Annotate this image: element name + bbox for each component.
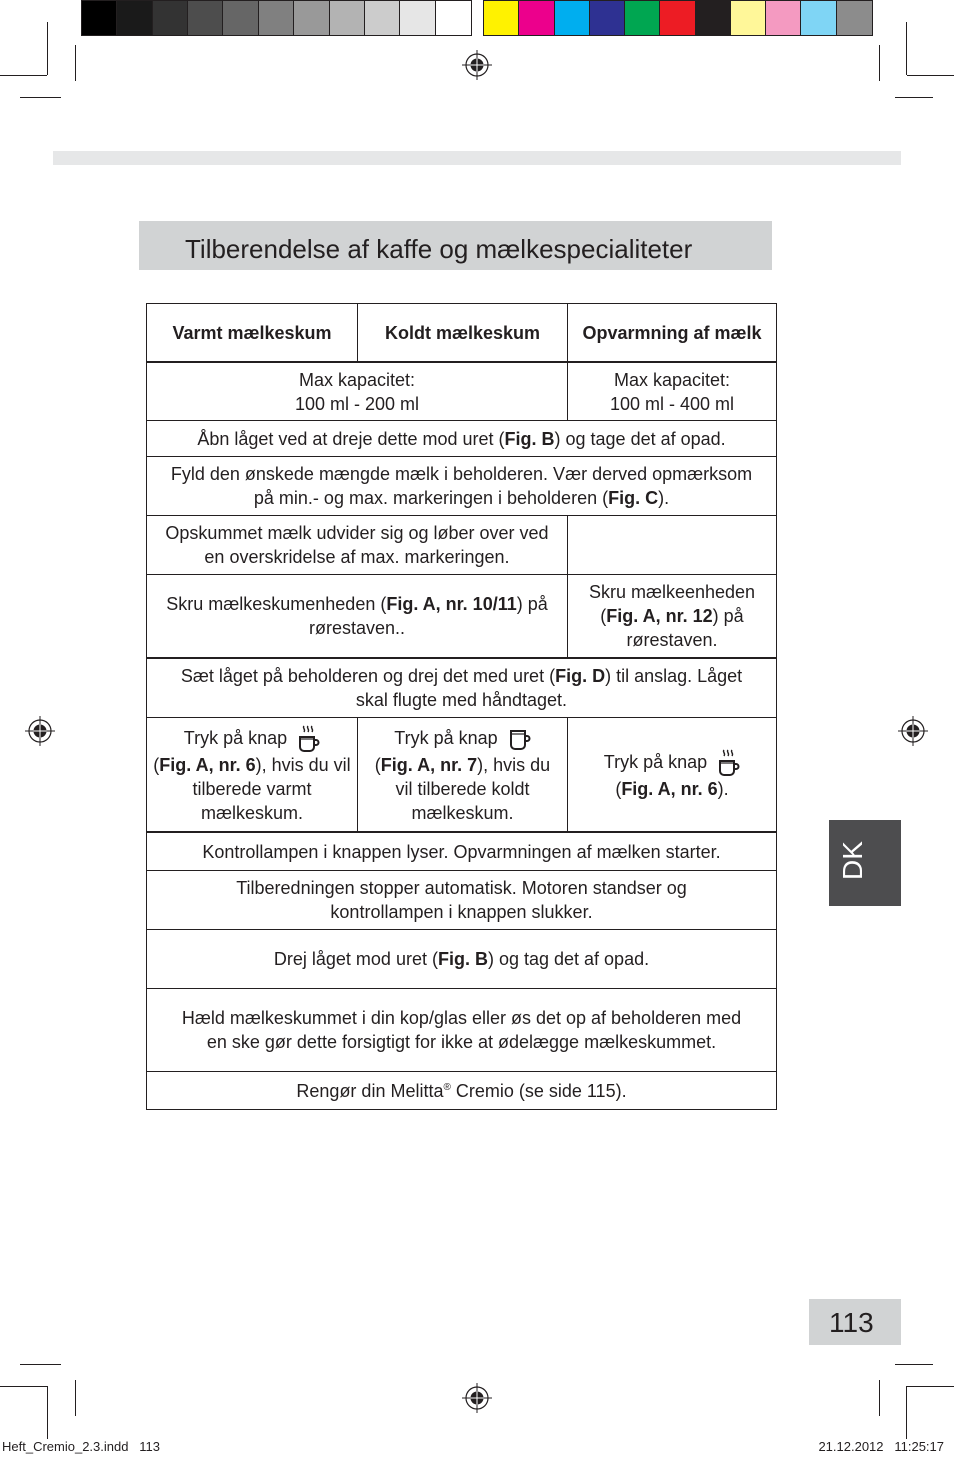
color-swatch <box>259 1 294 35</box>
text: ( <box>153 754 160 775</box>
color-swatch <box>223 1 258 35</box>
table-row <box>146 989 777 1072</box>
table-row <box>146 930 777 989</box>
language-label: DK <box>837 841 868 880</box>
color-swatch <box>188 1 223 35</box>
crop-mark <box>20 97 61 98</box>
color-swatch <box>436 1 471 35</box>
text: ), hvis du vil tilberede koldt mælkeskum. <box>395 754 551 823</box>
crop-mark <box>906 22 907 75</box>
table-row <box>146 575 777 659</box>
header-cold-foam: Koldt mælkeskum <box>357 304 567 361</box>
fig-ref: Fig. B <box>437 949 488 969</box>
crop-mark <box>75 1380 76 1416</box>
color-swatch <box>294 1 329 35</box>
header-warm-foam: Varmt mælkeskum <box>172 322 332 343</box>
crop-mark <box>895 97 933 98</box>
color-swatch <box>555 1 590 35</box>
capacity-foam <box>147 363 567 420</box>
text: Skru mælkeenheden ( <box>588 582 756 626</box>
step-screw-milk-unit <box>567 575 776 657</box>
capacity-label: Max kapacitet: <box>613 369 731 390</box>
step-press-cold <box>357 718 567 831</box>
crop-mark <box>20 1364 61 1365</box>
capacity-label: Max kapacitet: <box>298 369 416 390</box>
capacity-heat <box>567 363 776 420</box>
step-clean <box>147 1072 776 1109</box>
text: Tryk på knap <box>183 727 288 748</box>
text: Åbn låget ved at dreje dette mod uret ( <box>197 428 505 449</box>
crop-mark <box>0 1386 47 1387</box>
header-heat-milk: Opvarmning af mælk <box>567 304 776 361</box>
cup-icon <box>507 725 531 753</box>
hot-cup-icon <box>296 725 320 753</box>
page-number-box <box>809 1299 901 1345</box>
text: Tryk på knap <box>394 727 498 748</box>
table-row <box>146 457 777 516</box>
table-row <box>146 1072 777 1110</box>
fig-ref: Fig. A, nr. 7 <box>380 754 478 775</box>
fig-ref: Fig. C <box>608 488 659 508</box>
page-number: 113 <box>829 1307 874 1338</box>
step-pour-foam: Hæld mælkeskummet i din kop/glas eller øs det op af beholderen med en ske gør dette forsigtigt for ikke at ødelægge mælkeskummet. <box>181 1008 742 1052</box>
process-color-bar <box>483 0 873 36</box>
fig-ref: Fig. A, nr. 6 <box>621 778 718 799</box>
crop-mark <box>907 75 954 76</box>
table-header-row <box>146 303 777 363</box>
text: ) og tag det af opad. <box>487 949 650 969</box>
table-row <box>146 833 777 871</box>
text: ). <box>717 778 729 799</box>
color-swatch <box>153 1 188 35</box>
fig-ref: Fig. A, nr. 6 <box>159 754 256 775</box>
step-screw-foam-unit <box>147 575 567 657</box>
registration-mark-icon <box>25 716 55 746</box>
step-lamp-on: Kontrollampen i knappen lyser. Opvarmningen af mælken starter. <box>202 841 721 862</box>
capacity-value: 100 ml - 400 ml <box>609 393 735 414</box>
color-swatch <box>660 1 695 35</box>
step-fill-milk <box>147 457 776 515</box>
text: ) til anslag. Låget skal flugte med håndtaget. <box>355 666 743 710</box>
text: ). <box>658 488 670 508</box>
color-swatch <box>484 1 519 35</box>
registration-mark-icon <box>462 50 492 80</box>
registration-mark-icon <box>898 716 928 746</box>
crop-mark <box>879 1380 880 1416</box>
text: ) på rørestaven. <box>626 606 744 650</box>
text: ( <box>374 754 381 775</box>
text: Drej låget mod uret ( <box>273 949 438 969</box>
gray-color-bar <box>81 0 472 36</box>
color-swatch <box>696 1 731 35</box>
step-press-warm <box>147 718 357 831</box>
instruction-table <box>146 303 777 1110</box>
step-auto-stop: Tilberedningen stopper automatisk. Motoren standser og kontrollampen i knappen slukker. <box>236 878 687 922</box>
registration-mark-icon <box>462 1383 492 1413</box>
crop-mark <box>907 1386 954 1387</box>
text: Skru mælkeskumenheden ( <box>166 594 387 614</box>
fig-ref: Fig. D <box>555 666 606 686</box>
color-swatch <box>400 1 435 35</box>
fig-ref: Fig. A, nr. 10/11 <box>386 594 517 614</box>
step-press-heat <box>567 718 776 831</box>
step-open-lid <box>147 421 776 456</box>
color-swatch <box>82 1 117 35</box>
color-swatch <box>519 1 554 35</box>
header-band <box>53 151 901 165</box>
slug-file-info: Heft_Cremio_2.3.indd 113 <box>2 1439 161 1454</box>
registered-mark: ® <box>443 1081 451 1093</box>
table-row <box>146 363 777 421</box>
text: Fyld den ønskede mængde mælk i beholderen. Vær derved opmærksom på min.- og max. markeringen i beholderen ( <box>170 464 753 508</box>
table-row <box>146 516 777 575</box>
text: Rengør din Melitta <box>296 1080 444 1101</box>
crop-mark <box>906 1386 907 1439</box>
color-swatch <box>590 1 625 35</box>
color-swatch <box>365 1 400 35</box>
color-swatch <box>731 1 766 35</box>
fig-ref: Fig. B <box>504 428 555 449</box>
capacity-value: 100 ml - 200 ml <box>294 393 420 414</box>
crop-mark <box>879 45 880 81</box>
text: Tryk på knap <box>603 751 708 772</box>
text: Cremio (se side 115). <box>450 1080 627 1101</box>
crop-mark <box>47 22 48 75</box>
text: ( <box>615 778 622 799</box>
table-row <box>146 718 777 833</box>
language-tab <box>829 820 901 906</box>
hot-cup-icon <box>716 749 740 777</box>
color-swatch <box>117 1 152 35</box>
color-swatch <box>330 1 365 35</box>
color-swatch <box>766 1 801 35</box>
text: ) på rørestaven.. <box>308 594 548 638</box>
empty-cell <box>567 516 776 574</box>
crop-mark <box>75 45 76 81</box>
slug-date-info: 21.12.2012 11:25:17 <box>818 1439 944 1454</box>
table-row <box>146 871 777 930</box>
color-swatch <box>625 1 660 35</box>
fig-ref: Fig. A, nr. 12 <box>606 606 713 626</box>
crop-mark <box>895 1364 933 1365</box>
crop-mark <box>47 1386 48 1439</box>
text: ) og tage det af opad. <box>554 428 726 449</box>
section-title: Tilberendelse af kaffe og mælkespecialiteter <box>185 234 693 264</box>
text: ), hvis du vil tilberede varmt mælkeskum. <box>192 754 351 823</box>
text: Sæt låget på beholderen og drej det med uret ( <box>180 666 556 686</box>
crop-mark <box>0 75 47 76</box>
color-swatch <box>837 1 872 35</box>
color-swatch <box>801 1 836 35</box>
table-row <box>146 421 777 457</box>
step-place-lid <box>147 659 776 717</box>
section-title-box <box>139 221 772 270</box>
table-row <box>146 659 777 718</box>
step-foam-expands: Opskummet mælk udvider sig og løber over ved en overskridelse af max. markeringen. <box>165 523 549 567</box>
step-remove-lid <box>147 930 776 988</box>
